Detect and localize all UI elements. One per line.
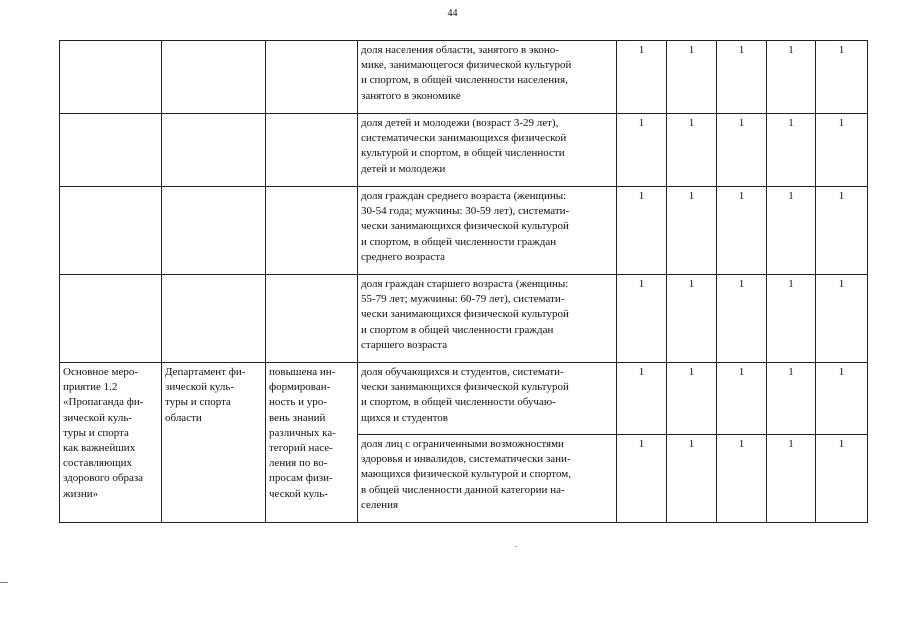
program-table (59, 40, 868, 523)
result-cell-empty (266, 187, 358, 275)
executor-line: области (165, 411, 202, 424)
executor-line: зической куль- (165, 381, 235, 394)
measure-line: жизни» (63, 487, 99, 500)
value-cell: 1 (717, 275, 767, 363)
result-line: ность и уро- (269, 396, 327, 409)
value-cell: 1 (717, 363, 767, 435)
indicator-line: детей и молодежи (361, 162, 446, 175)
indicator-line: доля детей и молодежи (возраст 3-29 лет), (361, 117, 559, 129)
indicator-line: мающихся физической культурой и спортом, (361, 468, 571, 481)
executor-cell-empty (162, 187, 266, 275)
indicator-cell (358, 114, 617, 187)
value-cell: 1 (667, 41, 717, 114)
indicator-line: и спортом, в общей численности граждан (361, 235, 557, 248)
indicator-line: занятого в экономике (361, 89, 461, 102)
value-cell: 1 (816, 41, 868, 114)
value-cell: 1 (617, 275, 667, 363)
indicator-line: доля граждан старшего возраста (женщины: (361, 278, 569, 290)
value-cell: 1 (667, 275, 717, 363)
measure-line: как важнейших (63, 442, 136, 455)
indicator-cell (358, 363, 617, 435)
value-cell: 1 (717, 41, 767, 114)
value-cell: 1 (816, 363, 868, 435)
result-line: просам физи- (269, 472, 333, 485)
value-cell: 1 (816, 275, 868, 363)
result-cell (266, 363, 358, 523)
indicator-line: селения (361, 498, 399, 511)
indicator-line: систематически занимающихся физической (361, 132, 567, 145)
indicator-cell (358, 275, 617, 363)
value-cell: 1 (667, 435, 717, 523)
table-row (60, 275, 868, 363)
value-cell: 1 (767, 41, 816, 114)
result-cell-empty (266, 41, 358, 114)
scan-dot (515, 546, 517, 547)
measure-line: туры и спорта (63, 426, 129, 439)
indicator-line: 55-79 лет; мужчины: 60-79 лет), системати- (361, 293, 565, 306)
value-cell: 1 (767, 114, 816, 187)
result-cell-empty (266, 114, 358, 187)
indicator-line: мике, занимающегося физической культурой (361, 59, 572, 72)
value-cell: 1 (617, 114, 667, 187)
indicator-line: 30-54 года; мужчины: 30-59 лет), системати- (361, 205, 570, 218)
measure-cell-empty (60, 114, 162, 187)
measure-line: составляющих (63, 457, 133, 470)
result-line: тегорий насе- (269, 442, 333, 455)
value-cell: 1 (767, 187, 816, 275)
indicator-line: чески занимающихся физической культурой (361, 381, 569, 394)
value-cell: 1 (767, 363, 816, 435)
result-line: формирован- (269, 381, 331, 394)
measure-cell (60, 363, 162, 523)
value-cell: 1 (717, 114, 767, 187)
value-cell: 1 (717, 435, 767, 523)
indicator-line: щихся и студентов (361, 411, 448, 424)
indicator-cell (358, 187, 617, 275)
executor-line: Департамент фи- (165, 366, 246, 378)
indicator-line: и спортом в общей численности граждан (361, 323, 554, 336)
table-row (60, 187, 868, 275)
indicator-line: и спортом, в общей численности обучаю- (361, 396, 556, 409)
indicator-line: в общей численности данной категории на- (361, 483, 565, 496)
measure-cell-empty (60, 275, 162, 363)
executor-cell (162, 363, 266, 523)
page-number: 44 (447, 8, 458, 19)
result-line: ления по во- (269, 457, 328, 470)
measure-line: «Пропаганда фи- (63, 396, 144, 409)
table-row (60, 363, 868, 435)
value-cell: 1 (816, 187, 868, 275)
indicator-cell (358, 41, 617, 114)
measure-line: зической куль- (63, 411, 133, 424)
table-row (60, 114, 868, 187)
table-row (60, 41, 868, 114)
scan-mark (0, 582, 8, 583)
measure-cell-empty (60, 41, 162, 114)
indicator-line: среднего возраста (361, 250, 446, 263)
value-cell: 1 (617, 41, 667, 114)
result-line: различных ка- (269, 426, 336, 439)
value-cell: 1 (816, 114, 868, 187)
value-cell: 1 (717, 187, 767, 275)
executor-cell-empty (162, 275, 266, 363)
value-cell: 1 (816, 435, 868, 523)
value-cell: 1 (617, 435, 667, 523)
indicator-line: культурой и спортом, в общей численности (361, 147, 565, 160)
value-cell: 1 (767, 435, 816, 523)
result-line: ческой куль- (269, 487, 328, 500)
executor-line: туры и спорта (165, 396, 231, 409)
value-cell: 1 (617, 363, 667, 435)
indicator-line: и спортом, в общей численности населения, (361, 74, 568, 87)
indicator-line: доля граждан среднего возраста (женщины: (361, 190, 567, 202)
executor-cell-empty (162, 114, 266, 187)
result-cell-empty (266, 275, 358, 363)
value-cell: 1 (767, 275, 816, 363)
measure-cell-empty (60, 187, 162, 275)
measure-line: приятие 1.2 (63, 381, 118, 394)
value-cell: 1 (667, 187, 717, 275)
indicator-line: чески занимающихся физической культурой (361, 308, 569, 321)
indicator-line: доля обучающихся и студентов, системати- (361, 366, 564, 378)
value-cell: 1 (617, 187, 667, 275)
indicator-line: доля лиц с ограниченными возможностями (361, 438, 564, 450)
measure-line: Основное меро- (63, 366, 139, 378)
measure-line: здорового образа (63, 472, 144, 485)
indicator-line: старшего возраста (361, 338, 448, 351)
value-cell: 1 (667, 363, 717, 435)
result-line: повышена ин- (269, 366, 336, 378)
executor-cell-empty (162, 41, 266, 114)
indicator-cell (358, 435, 617, 523)
indicator-line: здоровья и инвалидов, систематически зани- (361, 453, 571, 466)
result-line: вень знаний (269, 411, 326, 424)
value-cell: 1 (667, 114, 717, 187)
indicator-line: доля населения области, занятого в эконо- (361, 44, 559, 56)
indicator-line: чески занимающихся физической культурой (361, 220, 569, 233)
